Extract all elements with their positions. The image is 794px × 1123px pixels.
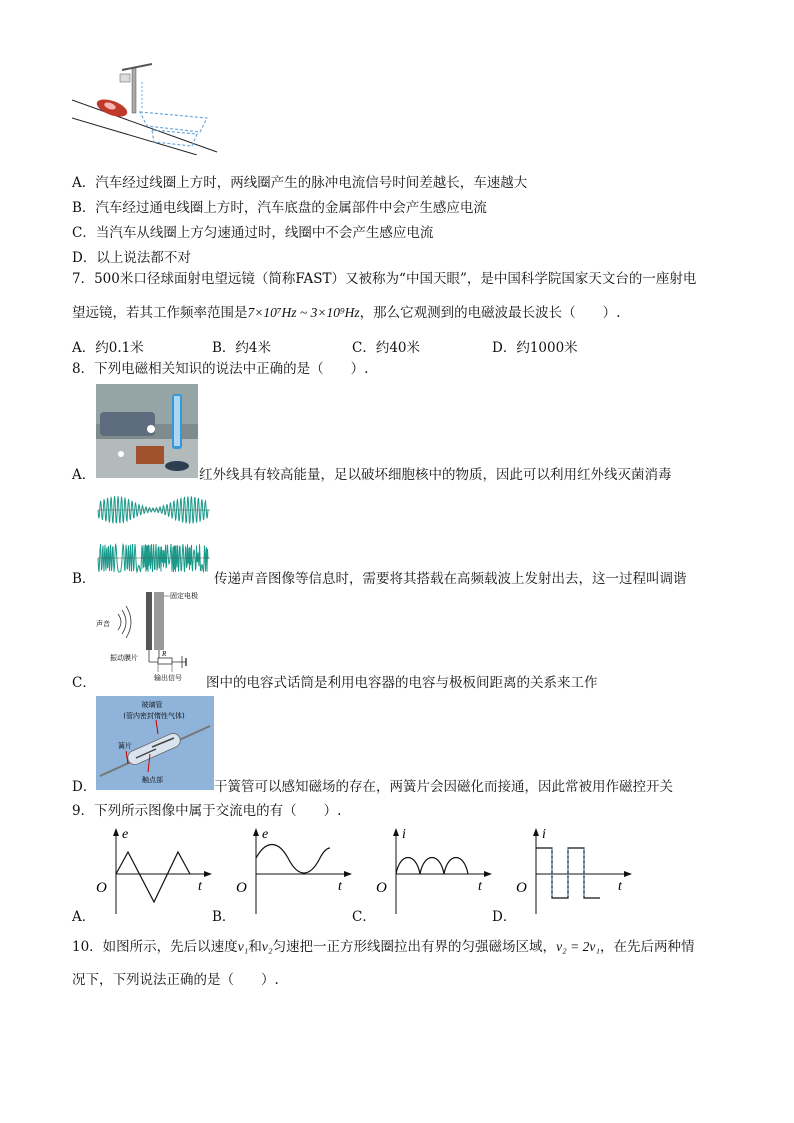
reed-label-gas: (管内密封惰性气体) xyxy=(123,712,185,720)
q8-option-c-label: C． xyxy=(72,675,96,691)
q10-velocity-relation: v₂ = 2v₁ xyxy=(556,939,601,954)
q8-option-d-label: D． xyxy=(72,779,97,795)
q6-option-c: C．当汽车从线圈上方匀速通过时，线圈中不会产生感应电流 xyxy=(72,225,434,241)
mic-label-output: 输出信号 xyxy=(154,674,182,682)
q7-option-d: D．约1000米 xyxy=(492,340,578,356)
q7-option-a: A．约0.1米 xyxy=(72,340,144,356)
q7-stem-tail: ，那么它观测到的电磁波最长波长（ ）. xyxy=(359,305,621,321)
q6-option-d: D．以上说法都不对 xyxy=(72,250,191,266)
q10-v2: v₂ xyxy=(261,939,273,954)
q9-graph-c xyxy=(372,826,492,916)
q9-graph-b xyxy=(232,826,352,916)
q10-stem-line1 xyxy=(72,938,695,956)
mic-label-fixed-electrode: 固定电极 xyxy=(170,592,198,600)
q8-option-b xyxy=(72,570,95,588)
q10-stem-pre: 10．如图所示，先后以速度 xyxy=(72,939,238,955)
mic-label-sound: 声音 xyxy=(96,620,110,628)
q8-option-d-text: 干簧管可以感知磁场的存在，两簧片会因磁化而接通，因此常被用作磁控开关 xyxy=(214,779,673,795)
q8-option-b-text: 传递声音图像等信息时，需要将其搭载在高频载波上发射出去，这一过程叫调谐 xyxy=(214,571,687,587)
q9-a-y-label: e xyxy=(122,827,129,842)
q9-option-d: D． xyxy=(492,909,517,925)
q10-stem-post: ，在先后两种情 xyxy=(600,939,695,955)
q8-option-c-text: 图中的电容式话筒是利用电容器的电容与极板间距离的关系来工作 xyxy=(206,675,598,691)
reed-switch-image xyxy=(96,696,214,790)
q8-option-a-label: A． xyxy=(72,467,96,483)
q10-v1: v₁ xyxy=(237,939,249,954)
reed-label-reed: 簧片 xyxy=(118,742,132,750)
q7-option-c: C．约40米 xyxy=(352,340,421,356)
q8-option-b-label: B． xyxy=(72,571,96,587)
q9-c-y-label: i xyxy=(402,827,406,842)
q8-option-a-text: 红外线具有较高能量，足以破坏细胞核中的物质，因此可以利用红外线灭菌消毒 xyxy=(199,467,672,483)
reed-label-tube: 玻璃管 xyxy=(141,701,163,709)
q9-d-y-label: i xyxy=(542,827,546,842)
q9-d-origin: O xyxy=(516,880,527,896)
q9-b-y-label: e xyxy=(262,827,269,842)
q7-stem-line2 xyxy=(72,304,620,322)
q10-stem-mid: 匀速把一正方形线圈拉出有界的匀强磁场区域， xyxy=(272,939,557,955)
traffic-sensor-figure xyxy=(72,60,222,155)
q9-b-origin: O xyxy=(236,880,247,896)
q9-a-x-label: t xyxy=(198,879,202,894)
q6-option-b: B．汽车经过通电线圈上方时，汽车底盘的金属部件中会产生感应电流 xyxy=(72,200,487,216)
q9-d-x-label: t xyxy=(618,879,622,894)
q10-stem-line2: 况下，下列说法正确的是（ ）. xyxy=(72,972,279,988)
q9-option-b: B． xyxy=(212,909,236,925)
q8-option-a xyxy=(72,466,95,484)
q7-stem-text: 望远镜，若其工作频率范围是 xyxy=(72,305,248,321)
q9-option-a: A． xyxy=(72,909,96,925)
q8-option-d xyxy=(72,778,96,796)
reed-label-contact: 触点部 xyxy=(142,776,163,784)
mic-label-resistor: R xyxy=(162,650,167,658)
mic-label-membrane: 振动膜片 xyxy=(110,654,138,662)
q8-stem: 8．下列电磁相关知识的说法中正确的是（ ）. xyxy=(72,361,369,377)
q9-a-origin: O xyxy=(96,880,107,896)
q9-stem: 9．下列所示图像中属于交流电的有（ ）. xyxy=(72,803,342,819)
q9-graph-d xyxy=(512,826,632,916)
q9-c-x-label: t xyxy=(478,879,482,894)
q9-c-origin: O xyxy=(376,880,387,896)
q9-option-c: C． xyxy=(352,909,376,925)
q7-frequency-range: 7×10⁷Hz ~ 3×10⁹Hz xyxy=(247,305,360,320)
modulated-wave-image xyxy=(96,486,212,582)
q8-option-c xyxy=(72,674,96,692)
q9-b-x-label: t xyxy=(338,879,342,894)
q7-option-b: B．约4米 xyxy=(212,340,272,356)
q9-graph-a xyxy=(92,826,212,916)
q10-and: 和 xyxy=(248,939,262,955)
condenser-mic-diagram xyxy=(96,590,208,686)
q7-stem-line1: 7．500米口径球面射电望远镜（简称FAST）又被称为“中国天眼”，是中国科学院国家天文台的一座射电 xyxy=(72,271,697,287)
q6-option-a: A．汽车经过线圈上方时，两线圈产生的脉冲电流信号时间差越长，车速越大 xyxy=(72,175,528,191)
uv-lamp-room-image xyxy=(96,384,198,478)
